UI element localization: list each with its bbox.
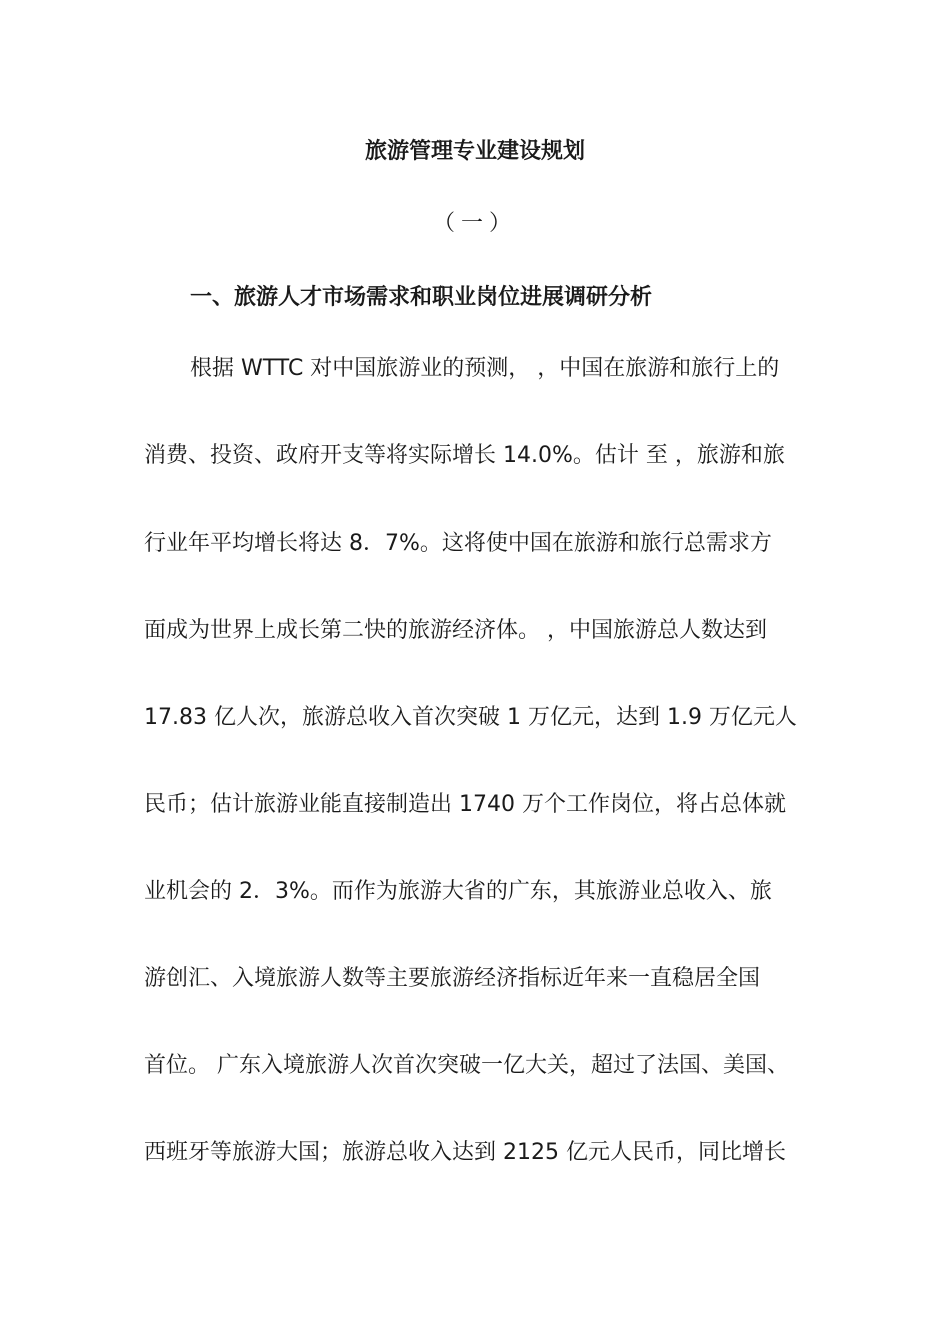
body-line: 面成为世界上成长第二快的旅游经济体。 ，中国旅游总人数达到 xyxy=(144,618,767,643)
body-line: 游创汇、入境旅游人数等主要旅游经济指标近年来一直稳居全国 xyxy=(144,966,761,991)
body-line: 行业年平均增长将达 8．7%。这将使中国在旅游和旅行总需求方 xyxy=(144,531,772,556)
section-heading: 一、旅游人才市场需求和职业岗位进展调研分析 xyxy=(190,285,653,310)
document-title: 旅游管理专业建设规划 xyxy=(364,139,585,164)
body-line: 民币；估计旅游业能直接制造出 1740 万个工作岗位，将占总体就 xyxy=(144,792,786,817)
body-line: 西班牙等旅游大国；旅游总收入达到 2125 亿元人民币，同比增长 xyxy=(144,1140,786,1165)
body-line: 消费、投资、政府开支等将实际增长 14.0%。估计 至 ，旅游和旅 xyxy=(144,443,785,468)
part-number: （一） xyxy=(432,211,517,236)
body-line: 首位。 广东入境旅游人次首次突破一亿大关，超过了法国、美国、 xyxy=(144,1053,789,1078)
body-line: 业机会的 2．3%。而作为旅游大省的广东，其旅游业总收入、旅 xyxy=(144,879,772,904)
body-line: 17.83 亿人次，旅游总收入首次突破 1 万亿元，达到 1.9 万亿元人 xyxy=(144,705,797,730)
body-line: 根据 WTTC 对中国旅游业的预测， ，中国在旅游和旅行上的 xyxy=(190,356,780,381)
